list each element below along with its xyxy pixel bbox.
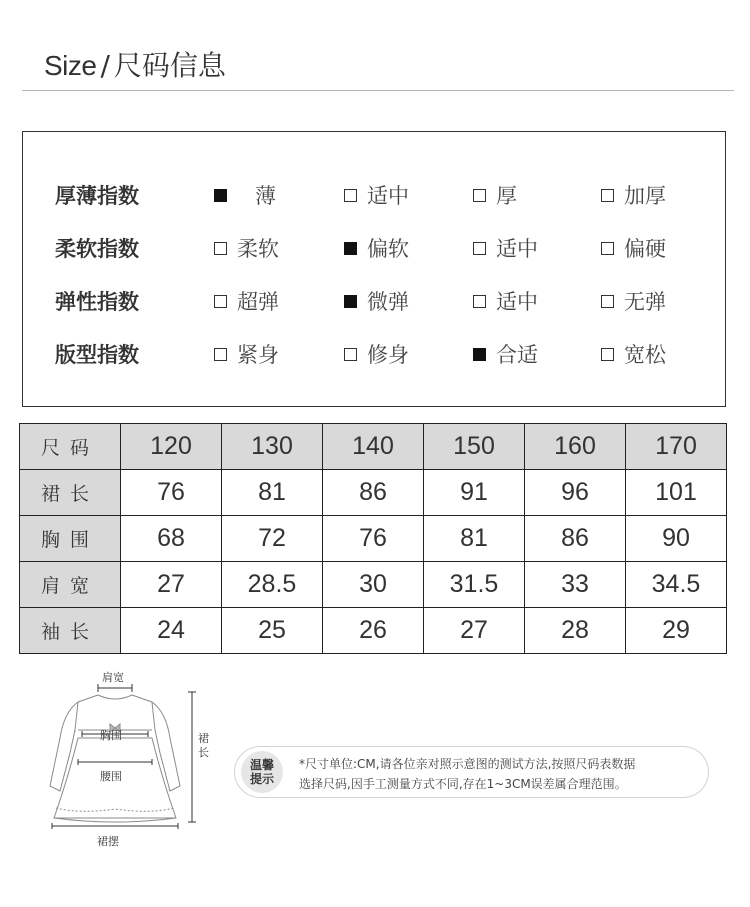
index-option <box>344 287 409 317</box>
size-value-cell: 76 <box>323 516 424 562</box>
index-option-label: 柔软 <box>237 237 279 261</box>
checked-square-icon <box>214 189 227 202</box>
chest-label: 胸围 <box>100 729 122 742</box>
empty-square-icon <box>473 295 486 308</box>
size-table-row <box>20 562 727 608</box>
index-row <box>23 287 725 317</box>
index-option-label: 无弹 <box>624 290 666 314</box>
index-option <box>601 234 666 264</box>
size-value-cell: 26 <box>323 608 424 654</box>
index-label: 弹性指数 <box>55 290 139 314</box>
index-label: 柔软指数 <box>55 237 139 261</box>
size-header-cell: 150 <box>424 424 525 470</box>
size-value-cell: 24 <box>121 608 222 654</box>
index-option <box>473 340 538 370</box>
size-header-cell: 160 <box>525 424 626 470</box>
empty-square-icon <box>214 295 227 308</box>
index-option-label: 修身 <box>367 343 409 367</box>
index-option-label: 厚 <box>496 184 517 208</box>
index-option <box>214 181 276 211</box>
header-divider <box>22 90 734 91</box>
tips-box <box>234 746 709 798</box>
size-value-cell: 90 <box>626 516 727 562</box>
index-option-label: 超弹 <box>237 290 279 314</box>
size-value-cell: 81 <box>222 470 323 516</box>
shoulder-label: 肩宽 <box>102 671 124 684</box>
size-value-cell: 91 <box>424 470 525 516</box>
index-option-label: 宽松 <box>624 343 666 367</box>
hem-label: 裙摆 <box>97 835 119 848</box>
index-option <box>214 287 279 317</box>
tips-badge-line2: 提示 <box>249 772 274 786</box>
tips-text <box>299 754 635 794</box>
empty-square-icon <box>214 348 227 361</box>
checked-square-icon <box>473 348 486 361</box>
index-option <box>473 234 538 264</box>
index-option <box>601 181 666 211</box>
size-value-cell: 25 <box>222 608 323 654</box>
size-row-label: 胸围 <box>20 516 121 562</box>
index-option-label: 加厚 <box>624 184 666 208</box>
index-option-label: 合适 <box>496 343 538 367</box>
index-option <box>344 340 409 370</box>
size-value-cell: 28.5 <box>222 562 323 608</box>
empty-square-icon <box>601 189 614 202</box>
index-option <box>601 340 666 370</box>
tips-line-2: 选择尺码,因手工测量方式不同,存在1~3CM误差属合理范围。 <box>299 777 627 791</box>
size-value-cell: 34.5 <box>626 562 727 608</box>
index-option <box>344 181 409 211</box>
index-row <box>23 340 725 370</box>
empty-square-icon <box>473 242 486 255</box>
checked-square-icon <box>344 242 357 255</box>
index-option-label: 适中 <box>496 290 538 314</box>
size-table-row <box>20 470 727 516</box>
empty-square-icon <box>344 348 357 361</box>
empty-square-icon <box>601 242 614 255</box>
size-row-label: 裙长 <box>20 470 121 516</box>
size-value-cell: 86 <box>323 470 424 516</box>
size-value-cell: 29 <box>626 608 727 654</box>
index-row <box>23 181 725 211</box>
size-value-cell: 28 <box>525 608 626 654</box>
checked-square-icon <box>344 295 357 308</box>
size-header-cell: 120 <box>121 424 222 470</box>
index-option-label: 紧身 <box>237 343 279 367</box>
section-title <box>44 44 226 84</box>
index-option <box>473 287 538 317</box>
tips-line-1: *尺寸单位:CM,请各位亲对照示意图的测试方法,按照尺码表数据 <box>299 757 636 771</box>
size-table-row <box>20 516 727 562</box>
index-option-label: 偏硬 <box>624 237 666 261</box>
size-value-cell: 33 <box>525 562 626 608</box>
index-option <box>214 234 279 264</box>
size-row-label: 尺码 <box>20 424 121 470</box>
title-separator: / <box>100 49 110 82</box>
size-value-cell: 72 <box>222 516 323 562</box>
title-en: Size <box>44 50 97 81</box>
size-value-cell: 86 <box>525 516 626 562</box>
index-option <box>601 287 666 317</box>
size-table-row <box>20 608 727 654</box>
size-header-cell: 140 <box>323 424 424 470</box>
fabric-index-panel <box>22 131 726 407</box>
size-value-cell: 68 <box>121 516 222 562</box>
size-table <box>19 423 727 654</box>
size-value-cell: 31.5 <box>424 562 525 608</box>
index-label: 厚薄指数 <box>55 184 139 208</box>
size-value-cell: 30 <box>323 562 424 608</box>
empty-square-icon <box>473 189 486 202</box>
size-value-cell: 101 <box>626 470 727 516</box>
size-value-cell: 27 <box>424 608 525 654</box>
tips-badge <box>241 751 283 793</box>
index-option-label: 薄 <box>255 184 276 208</box>
index-option-label: 适中 <box>496 237 538 261</box>
size-header-cell: 170 <box>626 424 727 470</box>
index-option-label: 适中 <box>367 184 409 208</box>
waist-label: 腰围 <box>100 770 122 783</box>
empty-square-icon <box>601 295 614 308</box>
tips-badge-line1: 温馨 <box>249 758 274 772</box>
index-option <box>473 181 517 211</box>
size-row-label: 袖长 <box>20 608 121 654</box>
index-option-label: 微弹 <box>367 290 409 314</box>
title-cn: 尺码信息 <box>113 49 226 82</box>
size-value-cell: 81 <box>424 516 525 562</box>
index-label: 版型指数 <box>55 343 139 367</box>
dress-outline-icon <box>40 668 220 848</box>
empty-square-icon <box>601 348 614 361</box>
size-value-cell: 76 <box>121 470 222 516</box>
empty-square-icon <box>344 189 357 202</box>
dress-measurement-diagram <box>40 668 220 848</box>
index-option-label: 偏软 <box>367 237 409 261</box>
length-label: 裙长 <box>198 732 209 759</box>
index-option <box>344 234 409 264</box>
size-header-row <box>20 424 727 470</box>
size-value-cell: 27 <box>121 562 222 608</box>
index-row <box>23 234 725 264</box>
index-option <box>214 340 279 370</box>
empty-square-icon <box>214 242 227 255</box>
size-value-cell: 96 <box>525 470 626 516</box>
size-header-cell: 130 <box>222 424 323 470</box>
size-row-label: 肩宽 <box>20 562 121 608</box>
